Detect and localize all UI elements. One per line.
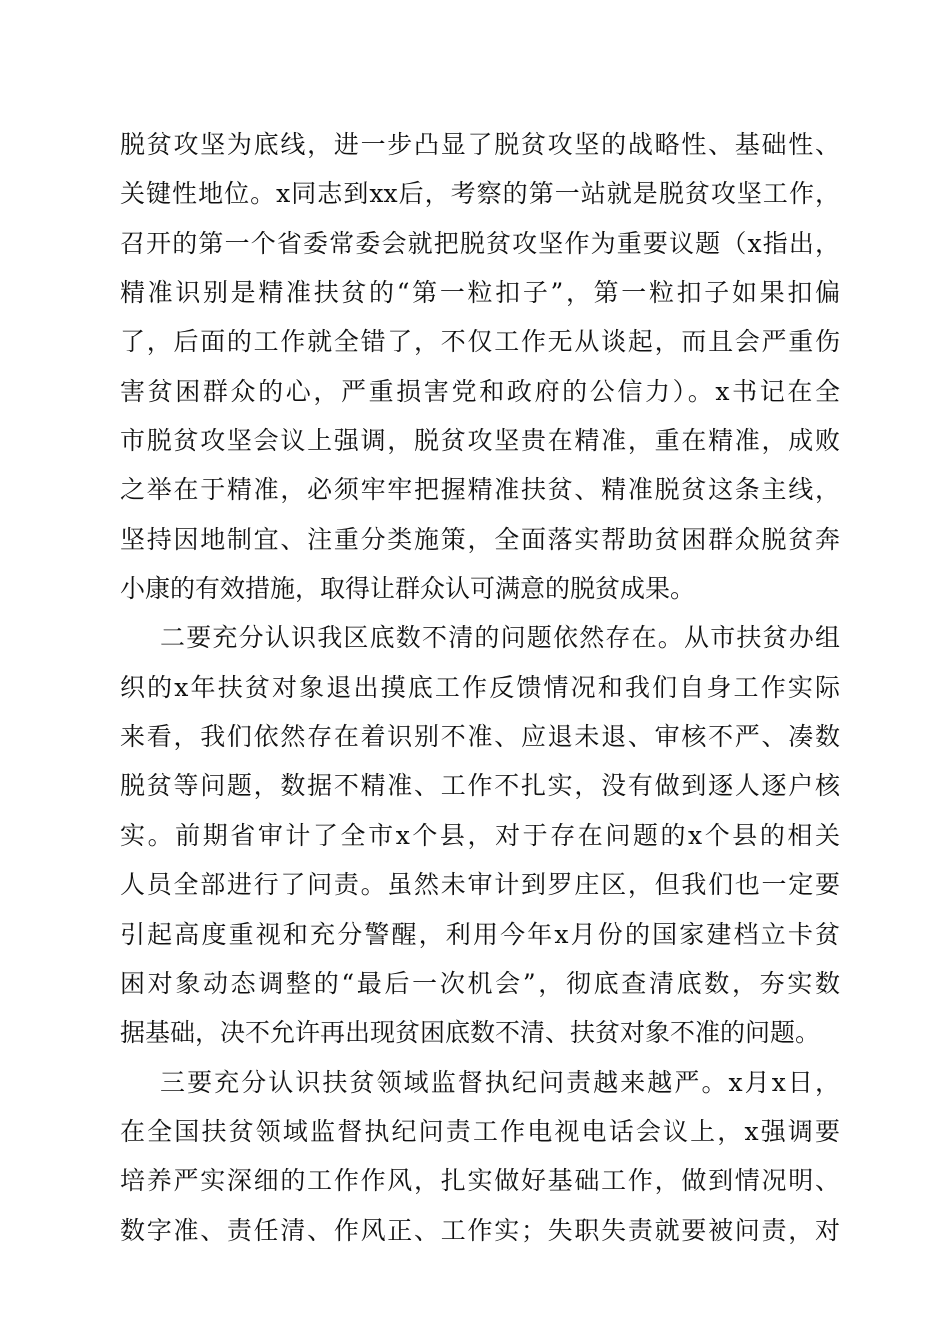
text-line: 了，后面的工作就全错了，不仅工作无从谈起，而且会严重伤 [120, 327, 840, 357]
text-line: 在全国扶贫领域监督执纪问责工作电视电话会议上，x强调要 [120, 1116, 840, 1146]
text-line: 困对象动态调整的“最后一次机会”，彻底查清底数，夯实数 [120, 968, 840, 998]
text-line: 脱贫攻坚为底线，进一步凸显了脱贫攻坚的战略性、基础性、 [120, 130, 840, 159]
text-line: 关键性地位。x同志到xx后，考察的第一站就是脱贫攻坚工作， [120, 179, 840, 209]
text-line: 人员全部进行了问责。虽然未审计到罗庄区，但我们也一定要 [120, 870, 840, 900]
text-line: 脱贫等问题，数据不精准、工作不扎实，没有做到逐人逐户核 [120, 771, 840, 801]
text-line: 数字准、责任清、作风正、工作实；失职失责就要被问责，对 [120, 1215, 840, 1245]
text-line: 引起高度重视和充分警醒，利用今年x月份的国家建档立卡贫 [120, 919, 840, 949]
text-line: 小康的有效措施，取得让群众认可满意的脱贫成果。 [120, 574, 696, 604]
text-line: 织的x年扶贫对象退出摸底工作反馈情况和我们自身工作实际 [120, 672, 840, 702]
text-line: 害贫困群众的心，严重损害党和政府的公信力）。x书记在全 [120, 376, 840, 406]
text-line: 培养严实深细的工作作风，扎实做好基础工作，做到情况明、 [120, 1166, 840, 1196]
text-line: 精准识别是精准扶贫的“第一粒扣子”，第一粒扣子如果扣偏 [120, 278, 840, 308]
text-line: 来看，我们依然存在着识别不准、应退未退、审核不严、凑数 [120, 722, 840, 752]
text-line: 市脱贫攻坚会议上强调，脱贫攻坚贵在精准，重在精准，成败 [120, 426, 840, 456]
paragraph-3-first-line: 三要充分认识扶贫领域监督执纪问责越来越严。x月x日， [160, 1067, 840, 1097]
body-text [120, 120, 840, 1255]
paragraph-2-first-line: 二要充分认识我区底数不清的问题依然存在。从市扶贫办组 [160, 623, 840, 653]
text-line: 实。前期省审计了全市x个县，对于存在问题的x个县的相关 [120, 820, 840, 850]
text-line: 据基础，决不允许再出现贫困底数不清、扶贫对象不准的问题。 [120, 1018, 821, 1048]
text-line: 坚持因地制宜、注重分类施策，全面落实帮助贫困群众脱贫奔 [120, 524, 840, 554]
text-line: 之举在于精准，必须牢牢把握精准扶贫、精准脱贫这条主线， [120, 475, 840, 505]
text-line: 召开的第一个省委常委会就把脱贫攻坚作为重要议题（x指出， [120, 228, 840, 258]
